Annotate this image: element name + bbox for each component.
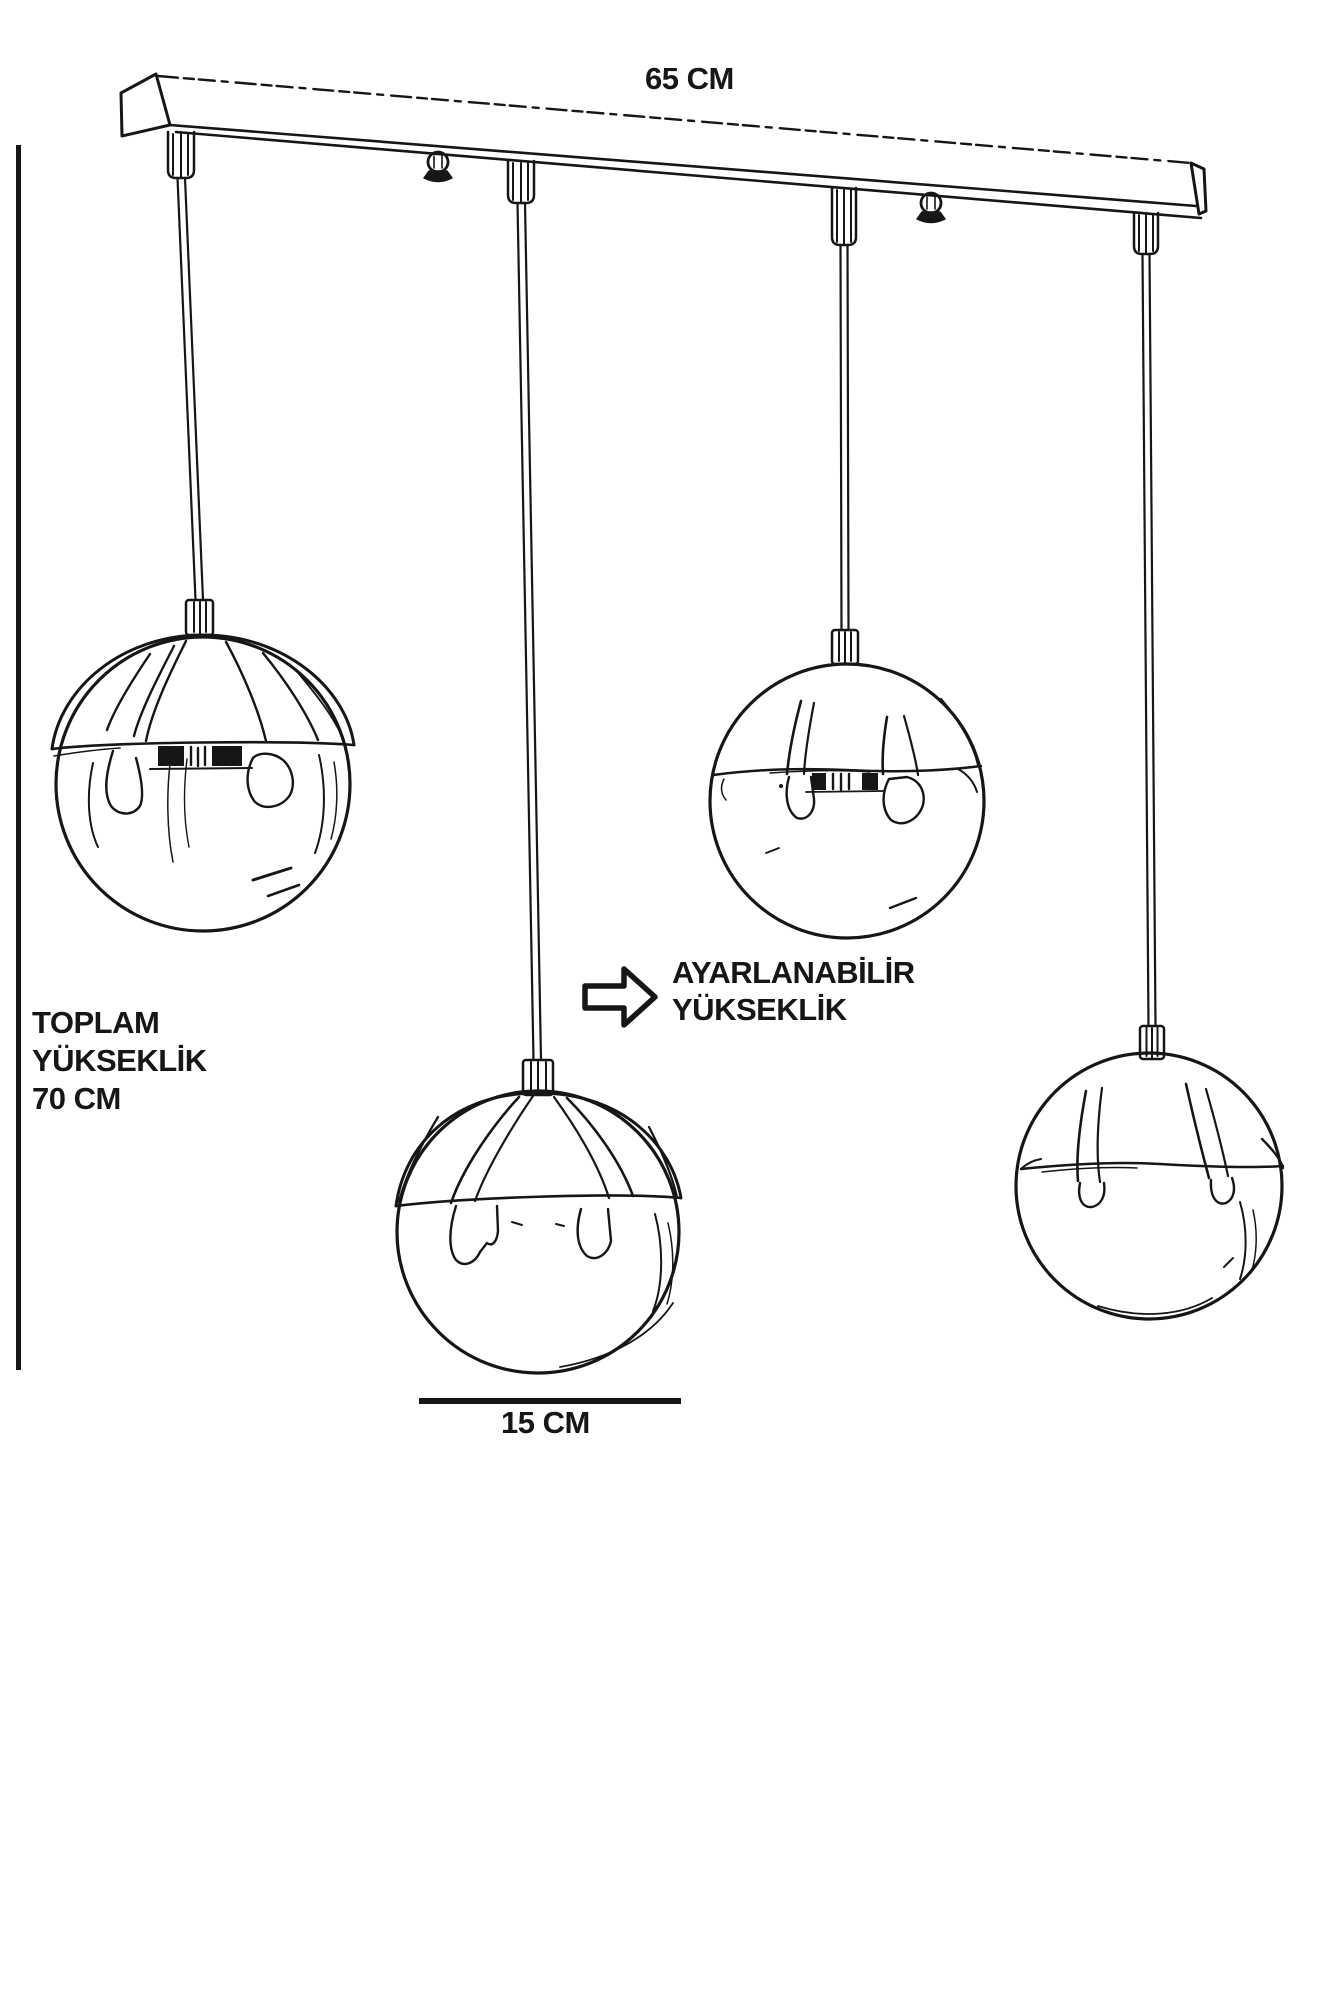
globe-3 xyxy=(710,664,984,938)
cord-hanger-3 xyxy=(832,188,856,245)
cord-hanger-2 xyxy=(508,161,534,203)
globe-socket-1 xyxy=(186,600,213,635)
cord-2 xyxy=(518,203,542,1060)
total-height-label xyxy=(32,1004,207,1118)
adjustable-height-label-line2: YÜKSEKLİK xyxy=(672,992,847,1027)
cord-adjuster-knob-2 xyxy=(917,193,945,223)
cord-hanger-1 xyxy=(168,132,194,178)
total-height-dimension-line xyxy=(16,145,21,1370)
cord-1 xyxy=(178,178,204,600)
adjustable-height-label-line1: AYARLANABİLİR xyxy=(672,955,915,990)
adjustable-height-label xyxy=(672,954,915,1028)
globe-1 xyxy=(52,635,354,931)
bar-width-label: 65 CM xyxy=(645,61,734,96)
globe-2 xyxy=(396,1091,681,1373)
cord-adjuster-knob-1 xyxy=(424,152,452,182)
globe-4 xyxy=(1016,1053,1283,1319)
cord-3 xyxy=(841,245,849,630)
cord-4 xyxy=(1143,254,1156,1026)
total-height-label-line1: TOPLAM xyxy=(32,1005,160,1040)
total-height-label-line3: 70 CM xyxy=(32,1081,121,1116)
globe-diameter-label: 15 CM xyxy=(501,1405,590,1440)
total-height-label-line2: YÜKSEKLİK xyxy=(32,1043,207,1078)
cord-hanger-4 xyxy=(1134,213,1158,254)
globe-socket-3 xyxy=(832,630,858,664)
arrow-right-icon xyxy=(585,969,655,1025)
